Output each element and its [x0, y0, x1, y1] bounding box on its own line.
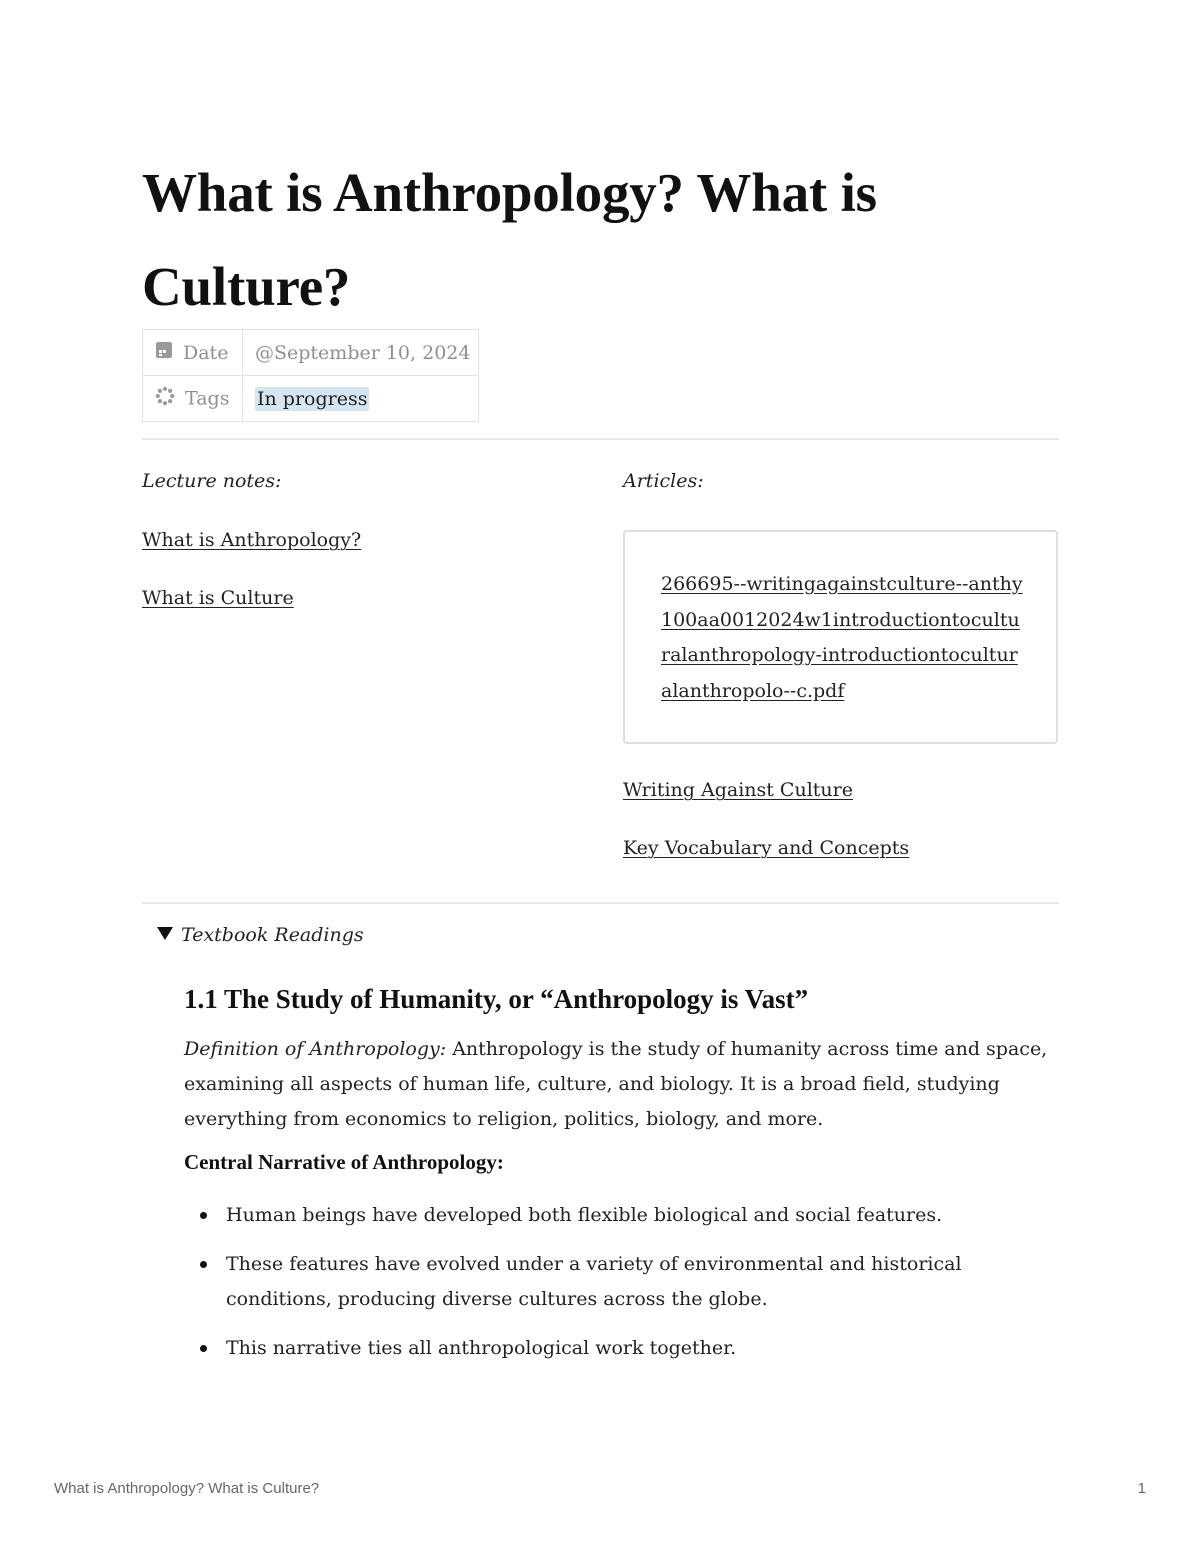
pdf-file-link[interactable]: 266695--writingagainstculture--anthy100aa0012024w1introductiontoculturalanthropology-introductiontoculturalanthropolo--c.pdf: [661, 573, 1023, 702]
list-item: [184, 1247, 1064, 1318]
list-item-text: This narrative ties all anthropological work together.: [226, 1336, 737, 1359]
articles-label: Articles:: [623, 470, 704, 492]
central-narrative-heading: Central Narrative of Anthropology:: [184, 1150, 504, 1174]
triangle-down-icon: [157, 927, 173, 940]
definition-paragraph: [184, 1032, 1054, 1137]
link-what-is-culture[interactable]: What is Culture: [142, 587, 294, 609]
property-value-date[interactable]: [243, 330, 479, 376]
file-attachment[interactable]: [623, 530, 1058, 744]
property-row-date: [143, 330, 479, 376]
lecture-notes-label: Lecture notes:: [142, 470, 282, 492]
footer-title: What is Anthropology? What is Culture?: [54, 1480, 320, 1497]
date-value: @September 10, 2024: [255, 341, 471, 364]
property-value-tags[interactable]: [243, 376, 479, 422]
property-name-date: [143, 330, 243, 376]
property-label-tags: Tags: [185, 387, 230, 410]
link-what-is-anthropology[interactable]: What is Anthropology?: [142, 529, 362, 551]
property-name-tags: [143, 376, 243, 422]
property-label-date: Date: [183, 341, 229, 364]
bullet-icon: [200, 1345, 207, 1352]
divider: [142, 438, 1059, 440]
bullet-list: [184, 1198, 1064, 1379]
divider: [142, 902, 1059, 904]
footer-page-number: 1: [1137, 1480, 1146, 1497]
property-row-tags: [143, 376, 479, 422]
definition-label: Definition of Anthropology:: [184, 1038, 447, 1060]
toggle-label: Textbook Readings: [181, 924, 364, 946]
list-item: [184, 1198, 1064, 1234]
link-key-vocabulary[interactable]: Key Vocabulary and Concepts: [623, 837, 910, 859]
status-loader-icon: [155, 386, 175, 411]
list-item-text: Human beings have developed both flexible biological and social features.: [226, 1204, 943, 1226]
definition-text: Anthropology is the study of humanity across time and space, examining all aspects of human life, culture, and biology. It is a broad field, studying everything from economics to religion, politics, biology, and more.: [184, 1038, 1048, 1130]
section-heading: 1.1 The Study of Humanity, or “Anthropology is Vast”: [184, 984, 809, 1014]
page-title: What is Anthropology? What is Culture?: [142, 162, 877, 317]
list-item: [184, 1331, 1064, 1367]
status-badge[interactable]: In progress: [257, 387, 368, 410]
toggle-textbook-readings[interactable]: [157, 924, 364, 946]
bullet-icon: [200, 1212, 207, 1219]
calendar-icon: [155, 341, 173, 364]
bullet-icon: [200, 1261, 207, 1268]
link-writing-against-culture[interactable]: Writing Against Culture: [623, 779, 853, 801]
properties-table: [142, 329, 479, 422]
list-item-text: These features have evolved under a variety of environmental and historical conditions, producing diverse cultures across the globe.: [226, 1252, 962, 1310]
